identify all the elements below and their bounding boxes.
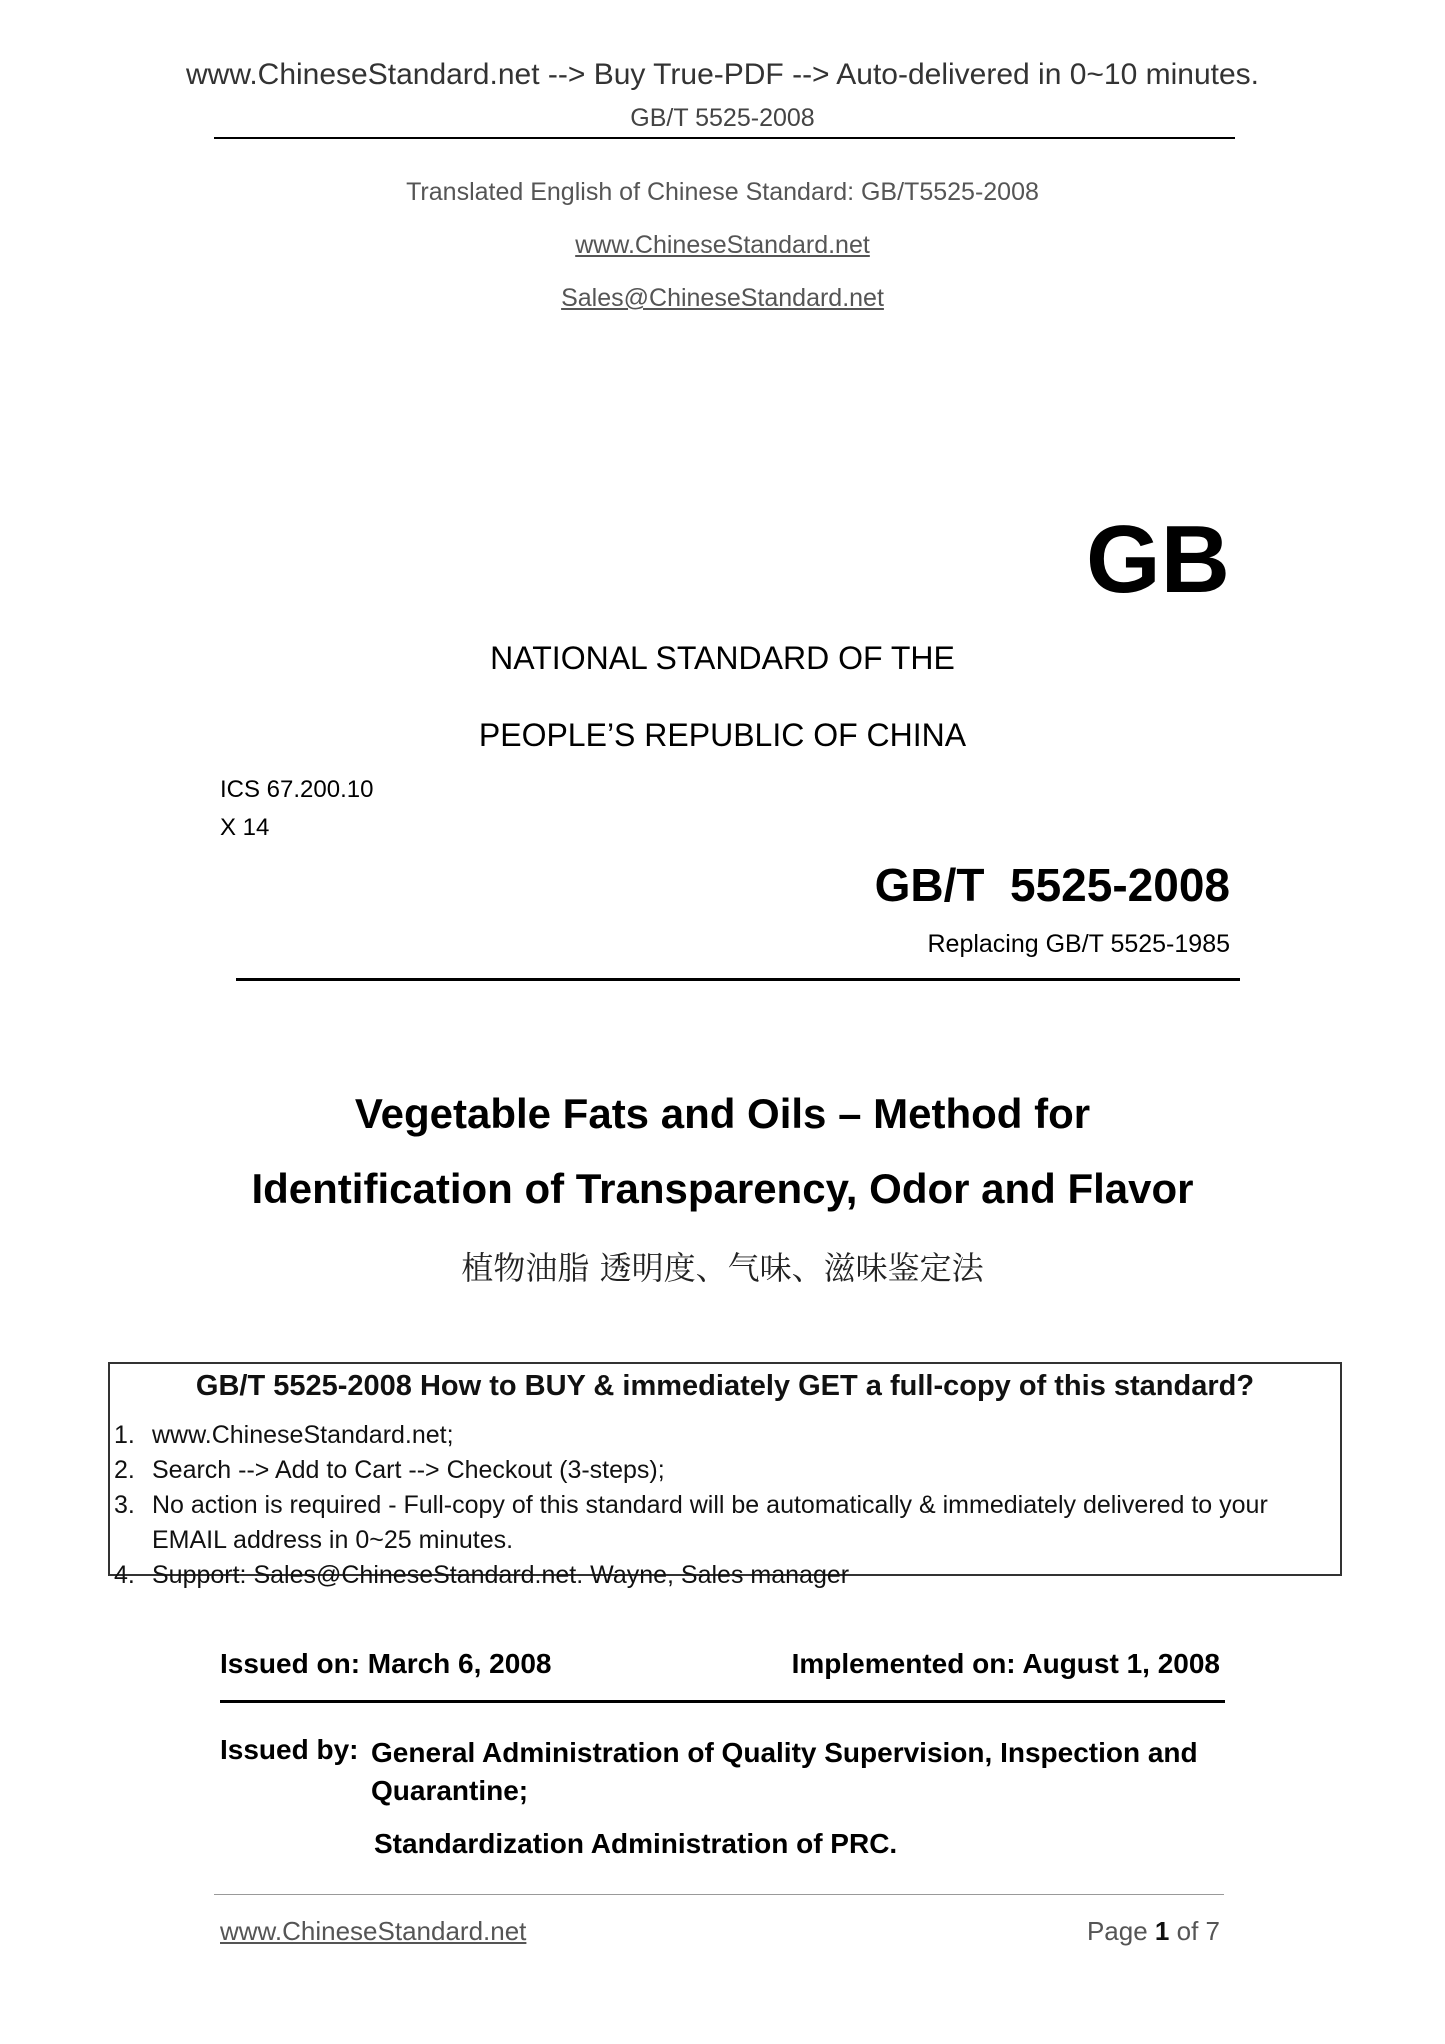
cover-divider bbox=[236, 978, 1240, 981]
sales-email-link[interactable]: Sales@ChineseStandard.net bbox=[561, 284, 884, 312]
gb-logo: GB bbox=[1086, 506, 1230, 613]
translation-line: Translated English of Chinese Standard: GB/T5525-2008 bbox=[406, 178, 1039, 206]
ics-code: ICS 67.200.10 bbox=[220, 776, 374, 803]
replacing-note: Replacing GB/T 5525-1985 bbox=[927, 930, 1230, 958]
issued-by-authority-1 bbox=[371, 1734, 1241, 1810]
list-item bbox=[110, 1418, 1302, 1453]
page-current: 1 bbox=[1154, 1916, 1170, 1946]
purchase-info-box bbox=[108, 1362, 1342, 1589]
issued-by-authority-2: Standardization Administration of PRC. bbox=[374, 1828, 898, 1859]
footer-website-link[interactable]: www.ChineseStandard.net bbox=[220, 1916, 527, 1946]
issued-by-authority-text: General Administration of Quality Supervision, Inspection and Quarantine; bbox=[371, 1737, 1198, 1806]
purchase-steps-list bbox=[110, 1418, 1302, 1593]
list-item bbox=[110, 1488, 1302, 1558]
title-chinese: 植物油脂 透明度、气味、滋味鉴定法 bbox=[461, 1249, 984, 1287]
page-of: of bbox=[1176, 1916, 1199, 1946]
page-indicator bbox=[960, 1916, 1220, 1947]
step-text: No action is required - Full-copy of this standard will be automatically & immediately delivered to your EMAIL address in 0~25 minutes. bbox=[152, 1491, 1268, 1554]
step-text: Support: Sales@ChineseStandard.net. Wayne, Sales manager bbox=[152, 1561, 850, 1589]
header-banner: www.ChineseStandard.net --> Buy True-PDF --> Auto-delivered in 0~10 minutes. bbox=[185, 58, 1260, 91]
page-prefix: Page bbox=[1086, 1916, 1148, 1946]
purchase-box-title: GB/T 5525-2008 How to BUY & immediately GET a full-copy of this standard? bbox=[195, 1370, 1255, 1402]
step-number: 2. bbox=[114, 1456, 135, 1484]
step-number: 1. bbox=[114, 1421, 135, 1449]
header-doc-id: GB/T 5525-2008 bbox=[630, 104, 815, 132]
national-standard-line1: NATIONAL STANDARD OF THE bbox=[490, 640, 955, 676]
step-text: Search --> Add to Cart --> Checkout (3-steps); bbox=[152, 1456, 665, 1484]
implemented-on-date: Implemented on: August 1, 2008 bbox=[791, 1648, 1220, 1679]
list-item bbox=[110, 1453, 1302, 1488]
header-divider bbox=[214, 137, 1235, 139]
national-standard-line2: PEOPLE’S REPUBLIC OF CHINA bbox=[478, 717, 967, 753]
step-number: 4. bbox=[114, 1561, 135, 1589]
classification-code: X 14 bbox=[220, 814, 270, 841]
issued-on-date: Issued on: March 6, 2008 bbox=[220, 1648, 552, 1679]
list-item bbox=[110, 1558, 1302, 1593]
step-text: www.ChineseStandard.net; bbox=[152, 1421, 454, 1449]
footer-divider bbox=[214, 1894, 1224, 1895]
standard-number: GB/T 5525-2008 bbox=[874, 859, 1230, 911]
title-line1: Vegetable Fats and Oils – Method for bbox=[354, 1090, 1091, 1137]
issue-divider bbox=[220, 1700, 1225, 1703]
step-number: 3. bbox=[114, 1491, 135, 1519]
issued-by-label: Issued by: bbox=[220, 1734, 359, 1765]
title-line2: Identification of Transparency, Odor and Flavor bbox=[251, 1165, 1194, 1212]
page-total: 7 bbox=[1205, 1916, 1220, 1946]
website-link[interactable]: www.ChineseStandard.net bbox=[575, 231, 870, 259]
